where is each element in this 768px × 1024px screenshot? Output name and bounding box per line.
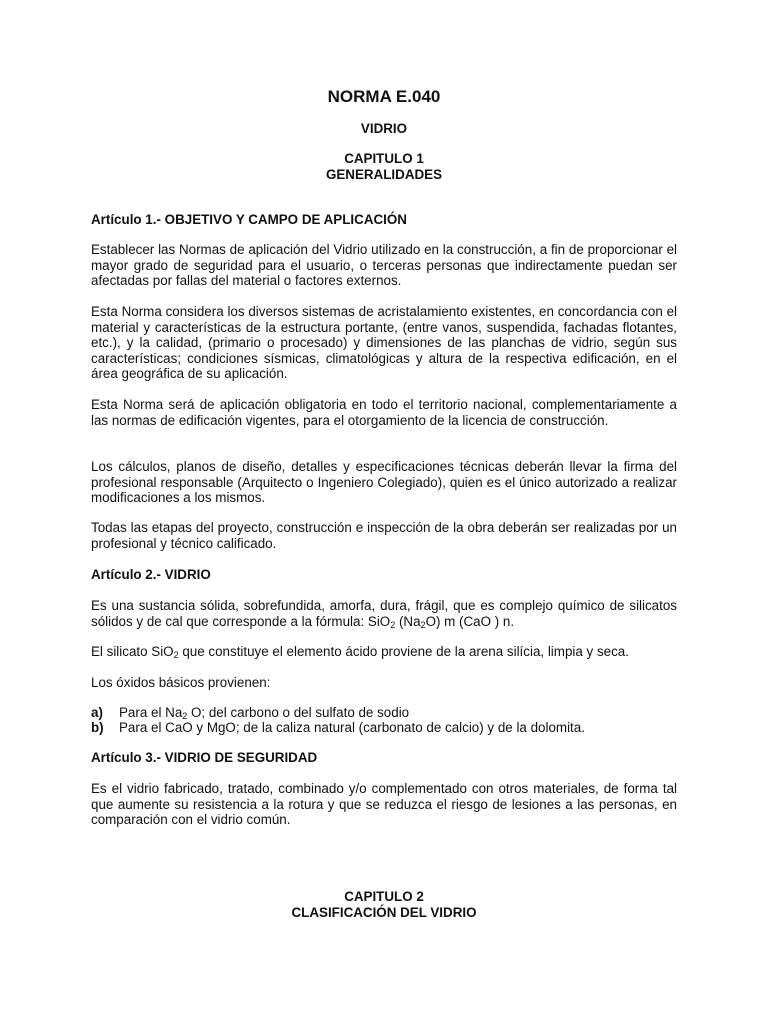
article-1-heading: Artículo 1.- OBJETIVO Y CAMPO DE APLICACIÓN bbox=[91, 212, 407, 227]
article-3-heading: Artículo 3.- VIDRIO DE SEGURIDAD bbox=[91, 750, 318, 765]
article-1-paragraph-1: Establecer las Normas de aplicación del Vidrio utilizado en la construcción, a fin de proporcionar el mayor grado de seguridad para el usuario, o terceras personas que indirectamente puedan ser afectadas por fallas del material o factores externos. bbox=[91, 242, 677, 289]
list-text-b: Para el CaO y MgO; de la caliza natural (carbonato de calcio) y de la dolomita. bbox=[119, 720, 585, 735]
chapter-1-title: GENERALIDADES bbox=[325, 167, 443, 182]
document-title: NORMA E.040 bbox=[327, 87, 441, 106]
list-marker-b: b) bbox=[91, 720, 104, 735]
article-1-paragraph-4: Los cálculos, planos de diseño, detalles y especificaciones técnicas deberán llevar la firma del profesional responsable (Arquitecto o Ingeniero Colegiado), quien es el único autorizado a realizar modificaciones a los mismos. bbox=[91, 459, 677, 506]
article-2-heading: Artículo 2.- VIDRIO bbox=[91, 567, 211, 582]
article-2-paragraph-3: Los óxidos básicos provienen: bbox=[91, 675, 271, 690]
article-3-paragraph-1: Es el vidrio fabricado, tratado, combinado y/o complementado con otros materiales, de forma tal que aumente su resistencia a la rotura y que se reduzca el riesgo de lesiones a las personas, en comparación con el vidrio común. bbox=[91, 781, 677, 828]
chapter-2-title: CLASIFICACIÓN DEL VIDRIO bbox=[291, 905, 477, 920]
list-marker-a: a) bbox=[91, 705, 103, 720]
list-text-a: Para el $Na_2$ O; del carbono o del sulfato de sodio bbox=[119, 705, 410, 721]
article-1-paragraph-5: Todas las etapas del proyecto, construcción e inspección de la obra deberán ser realizadas por un profesional y técnico calificado. bbox=[91, 520, 677, 551]
chapter-1-label: CAPITULO 1 bbox=[344, 151, 424, 166]
document-subtitle: VIDRIO bbox=[360, 121, 408, 136]
list-item-a bbox=[91, 705, 677, 721]
chapter-2-label: CAPITULO 2 bbox=[344, 889, 424, 904]
article-1-paragraph-2: Esta Norma considera los diversos sistemas de acristalamiento existentes, en concordancia con el material y características de la estructura portante, (entre vanos, suspendida, fachadas flotantes, etc.), y la calidad, (primario o procesado) y dimensiones de las planchas de vidrio, según sus características; condiciones sísmicas, climatológicas y altura de la respectiva edificación, en el área geográfica de su aplicación. bbox=[91, 304, 677, 382]
list-item-b bbox=[91, 720, 677, 736]
article-2-paragraph-1: Es una sustancia sólida, sobrefundida, amorfa, dura, frágil, que es complejo químico de silicatos sólidos y de cal que corresponde a la fórmula: SiO$_2$ $(Na_2O)$ m (CaO ) n. bbox=[91, 598, 677, 630]
article-1-paragraph-3: Esta Norma será de aplicación obligatoria en todo el territorio nacional, complementariamente a las normas de edificación vigentes, para el otorgamiento de la licencia de construcción. bbox=[91, 397, 677, 428]
article-2-paragraph-2: El silicato SiO$_2$ que constituye el elemento ácido proviene de la arena silícia, limpia y seca. bbox=[91, 644, 629, 660]
